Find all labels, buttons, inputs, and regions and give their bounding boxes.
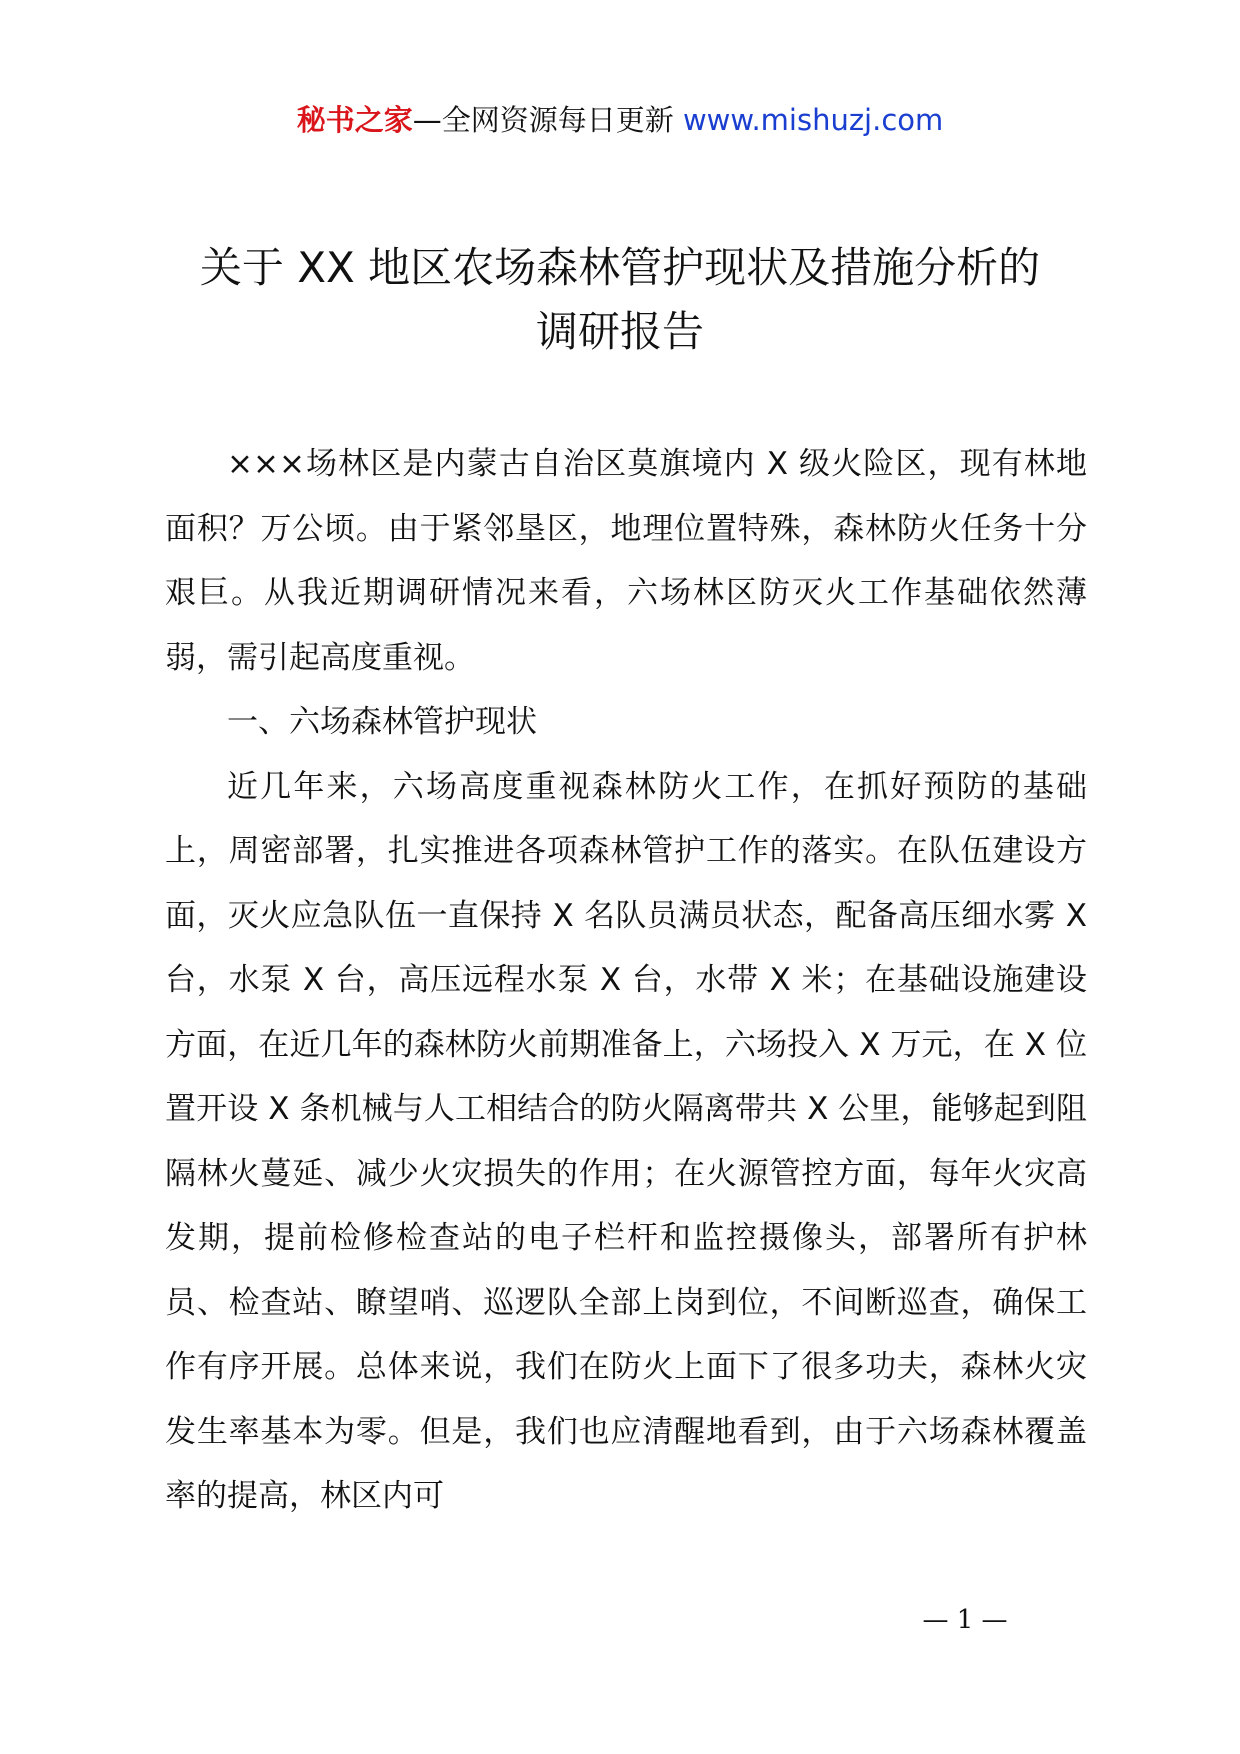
page-number: — 1 —	[922, 1605, 1008, 1635]
document-title	[150, 236, 1090, 364]
section-heading-1: 一、六场森林管护现状	[227, 704, 537, 740]
document-body	[165, 432, 1087, 1529]
site-brand: 秘书之家	[296, 103, 413, 137]
site-url[interactable]: www.mishuzj.com	[682, 103, 944, 137]
site-header	[0, 100, 1240, 140]
title-line-1: 关于 XX 地区农场森林管护现状及措施分析的	[199, 243, 1041, 292]
title-line-2: 调研报告	[535, 307, 704, 356]
body-paragraph-1: ×××场林区是内蒙古自治区莫旗境内 X 级火险区，现有林地面积？万公顷。由于紧邻垦区，地理位置特殊，森林防火任务十分艰巨。从我近期调研情况来看，六场林区防灭火工作基础依然薄弱，需引起高度重视。	[165, 446, 1087, 676]
site-tagline: —全网资源每日更新	[412, 103, 683, 137]
body-paragraph-2: 近几年来，六场高度重视森林防火工作，在抓好预防的基础上，周密部署，扎实推进各项森林管护工作的落实。在队伍建设方面，灭火应急队伍一直保持 X 名队员满员状态，配备高压细水雾 X 台，水泵 X 台，高压远程水泵 X 台，水带 X 米；在基础设施建设方面，在近几年的森林防火前期准备上，六场投入 X 万元，在 X 位置开设 X 条机械与人工相结合的防火隔离带共 X 公里，能够起到阻隔林火蔓延、减少火灾损失的作用；在火源管控方面，每年火灾高发期，提前检修检查站的电子栏杆和监控摄像头，部署所有护林员、检查站、瞭望哨、巡逻队全部上岗到位，不间断巡查，确保工作有序开展。总体来说，我们在防火上面下了很多功夫，森林火灾发生率基本为零。但是，我们也应清醒地看到，由于六场森林覆盖率的提高，林区内可	[165, 768, 1087, 1514]
